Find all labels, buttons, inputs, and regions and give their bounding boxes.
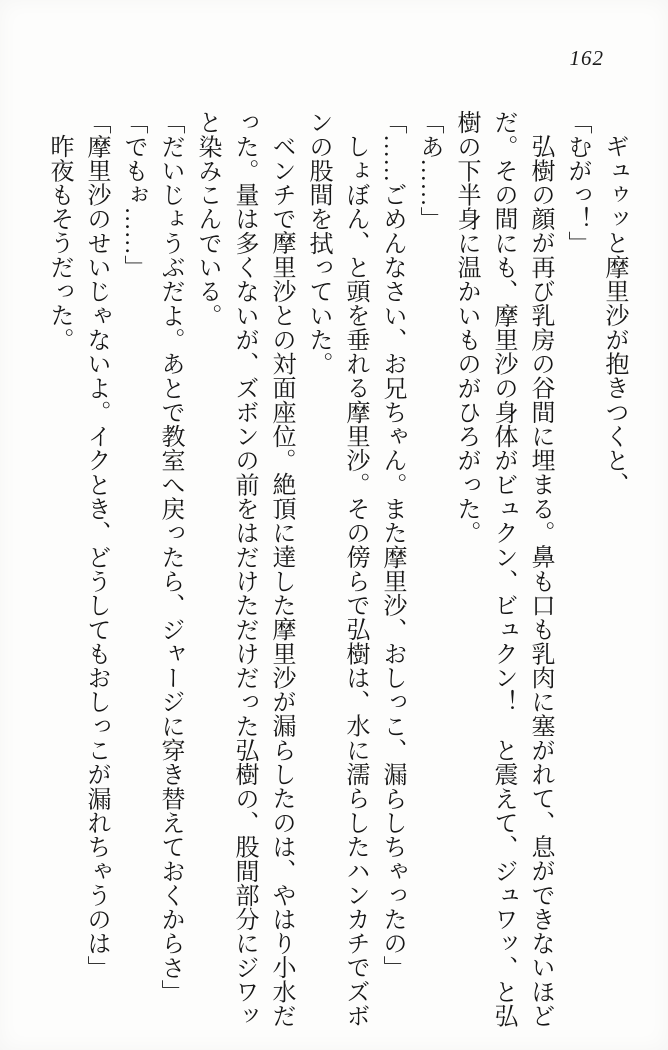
- paragraph-dialogue: 「むがっ！」: [564, 110, 590, 255]
- paragraph-narration: 弘樹の顔が再び乳房の谷間に埋まる。鼻も口も乳肉に塞がれて、息ができないほどだ。その間にも、摩里沙の身体がビュクン、ビュクン！ と震えて、ジュワッ、と弘樹の下半身に温かいものがひろがった。: [453, 110, 553, 1028]
- page-number: 162: [569, 46, 604, 70]
- paragraph-narration: ギュゥッと摩里沙が抱きつくと、: [601, 134, 627, 497]
- page-text: [40, 110, 632, 1030]
- paragraph-dialogue: 「あ……」: [416, 110, 442, 231]
- paragraph-dialogue: 「摩里沙のせいじゃないよ。イクとき、どうしてもおしっこが漏れちゃうのは」: [83, 110, 109, 980]
- paragraph-dialogue: 「だいじょうぶだよ。あとで教室へ戻ったら、ジャージに穿き替えておくからさ」: [157, 110, 183, 1004]
- paragraph-narration: ベンチで摩里沙との対面座位。絶頂に達した摩里沙が漏らしたのは、やはり小水だった。量は多くないが、ズボンの前をはだけただけだった弘樹の、股間部分にジワッと染みこんでいる。: [194, 110, 294, 1028]
- paragraph-narration: しょぼん、と頭を垂れる摩里沙。その傍らで弘樹は、水に濡らしたハンカチでズボンの股間を拭っていた。: [305, 110, 368, 1028]
- paragraph-dialogue: 「でもぉ……」: [120, 110, 146, 280]
- paragraph-narration: 昨夜もそうだった。: [46, 134, 72, 352]
- paragraph-dialogue: 「……ごめんなさい、お兄ちゃん。また摩里沙、おしっこ、漏らしちゃったの」: [379, 110, 405, 980]
